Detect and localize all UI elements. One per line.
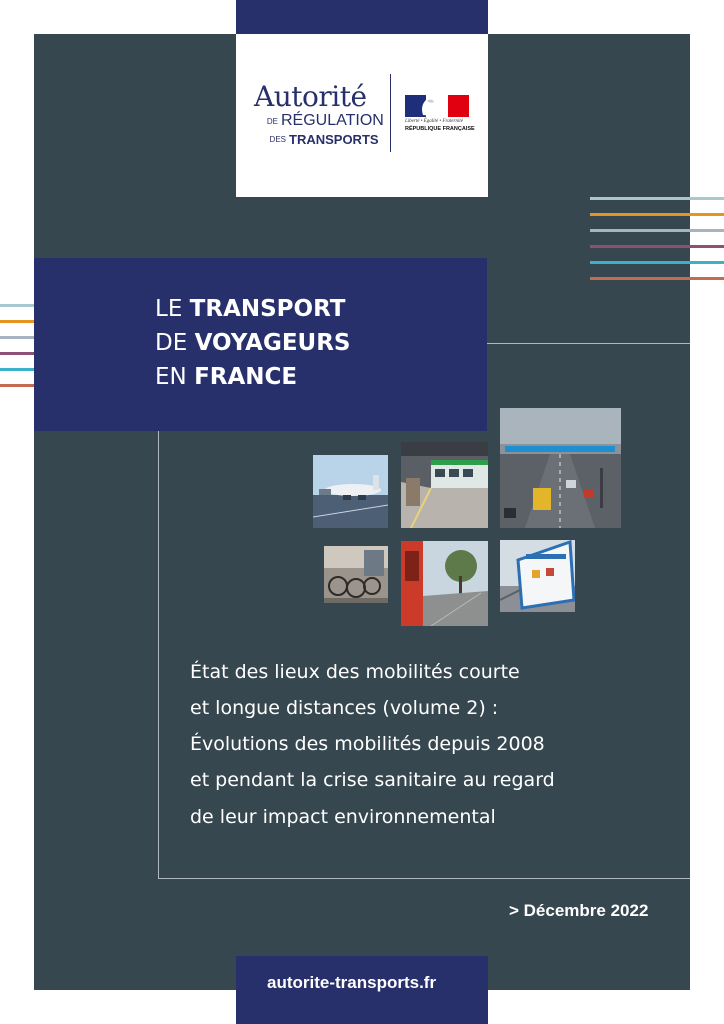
- logo-de: DE: [266, 117, 278, 126]
- title-line-1: LE TRANSPORT: [155, 296, 346, 322]
- photo-bus-street: [401, 541, 488, 626]
- subtitle-line-2: et longue distances (volume 2) :: [190, 697, 499, 719]
- website-link[interactable]: autorite-transports.fr: [267, 973, 437, 992]
- rf-motto: Liberté • Égalité • Fraternité: [405, 119, 463, 124]
- publication-date: > Décembre 2022: [509, 901, 649, 920]
- subtitle-line-4: et pendant la crise sanitaire au regard: [190, 769, 555, 791]
- logo-transports: TRANSPORTS: [289, 132, 379, 147]
- photo-information-sign: [500, 540, 575, 612]
- logo-regulation: RÉGULATION: [281, 112, 384, 129]
- line-lightblue: [590, 197, 724, 200]
- title-line-3: EN FRANCE: [155, 364, 298, 390]
- line-cyan: [590, 261, 724, 264]
- marianne-flag-icon: [405, 95, 469, 117]
- logo-autorite: Autorité: [254, 80, 367, 113]
- photo-bicycles: [324, 546, 388, 603]
- frame-top-line: [487, 343, 690, 344]
- photo-highway-traffic: [500, 408, 621, 528]
- rf-name: RÉPUBLIQUE FRANÇAISE: [405, 126, 475, 132]
- logo-des: DES: [269, 135, 286, 144]
- subtitle-line-3: Évolutions des mobilités depuis 2008: [190, 733, 545, 755]
- subtitle-line-1: État des lieux des mobilités courte: [190, 661, 520, 683]
- line-purple: [590, 245, 724, 248]
- photo-airport-plane: [313, 455, 388, 528]
- frame-bottom-line: [158, 878, 690, 879]
- photo-train-platform: [401, 442, 488, 528]
- line-grayblue: [590, 229, 724, 232]
- frame-left-line: [158, 431, 159, 879]
- subtitle-line-5: de leur impact environnemental: [190, 806, 496, 828]
- top-navy-strip: [236, 0, 488, 34]
- title-line-2: DE VOYAGEURS: [155, 330, 351, 356]
- line-rust: [590, 277, 724, 280]
- line-orange: [590, 213, 724, 216]
- logo-separator: [390, 74, 391, 152]
